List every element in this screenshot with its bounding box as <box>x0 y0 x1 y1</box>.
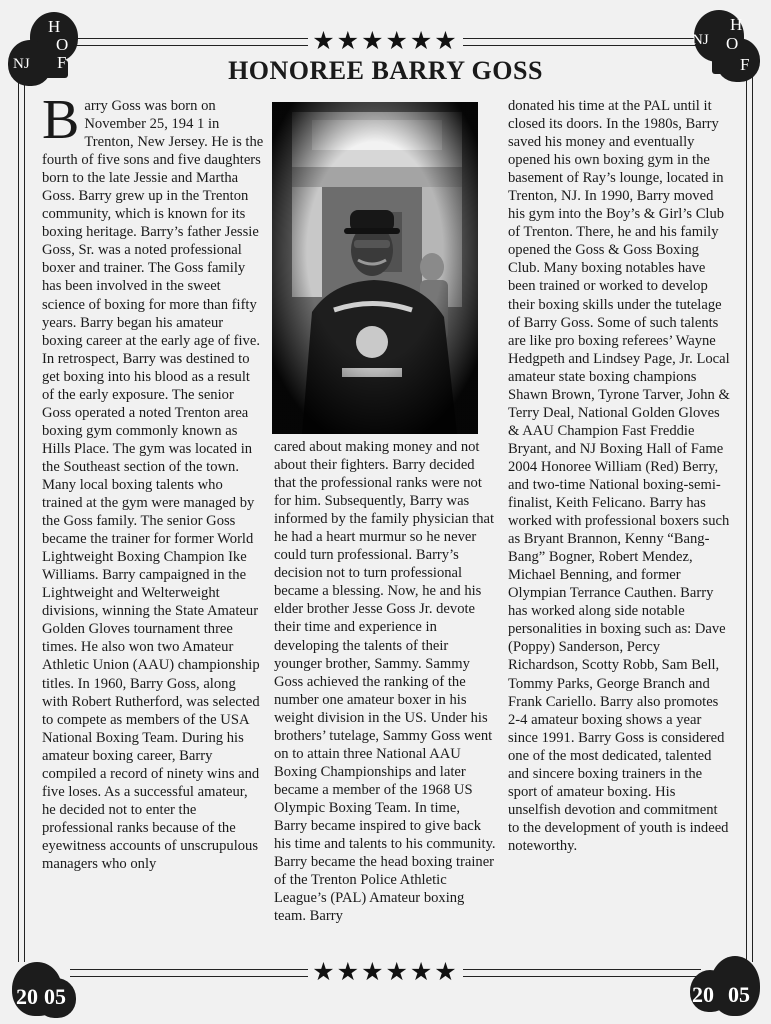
article-text: arry Goss was born on November 25, 194 1 in Trenton, New Jersey. He is the fourth of five sons and five daughters born to the late Jessie and Martha Goss. Barry grew up in the Trenton community, which is known for its boxing heritage. Barry’s father Jessie Goss, Sr. was a noted professional boxer and trainer. The Goss family has been involved in the sweet science of boxing for more than fifty years. Barry began his amateur boxing career at the early age of five. In retrospect, Barry was destined to get boxing into his blood as a result of the early exposure. The senior Goss operated a noted Trenton area boxing gym commonly known as Hills Place. The gym was located in the Southeast section of the town. Many local boxing talents who trained at the gym were managed by the Goss family. The senior Goss became the trainer for former World Lightweight Boxing Champion Ike Williams. Barry campaigned in the Lightweight and Welterweight divisions, winning the State Amateur Golden Gloves tournament three times. He also won two Amateur Athletic Union (AAU) championship titles. In 1960, Barry Goss, along with Robert Rutherford, was selected to compete as members of the USA National Boxing Team. During his amateur boxing career, Barry compiled a record of ninety wins and five loses. As a successful amateur, he decided not to enter the professional ranks because of the eyewitness accounts of unscrupulous managers who only <box>42 98 264 872</box>
article-column-3 <box>508 97 730 855</box>
article-column-1 <box>42 89 264 873</box>
left-border <box>18 62 25 962</box>
year-label: 20 <box>16 984 38 1009</box>
right-border <box>746 62 753 962</box>
bottom-stars: ★★★★★★ <box>0 959 771 985</box>
article-paragraph: donated his time at the PAL until it closed its doors. In the 1980s, Barry saved his money and eventually opened his own boxing gym in the basement of Ray’s lounge, located in Trenton, NJ. In 1990, Barry moved his gym into the Boy’s & Girl’s Club of Trenton. There, he and his family opened the Goss & Goss Boxing Club. Many boxing notables have been trained or worked to develop their boxing skills under the tutelage of Barry Goss. Some of such talents are like pro boxing referees’ Wayne Hedgpeth and Lindsey Page, Jr. Local amateur state boxing champions Shawn Brown, Tyrone Tarver, John & Terry Deal, National Golden Gloves & AAU Champion Fast Freddie Bryant, and NJ Boxing Hall of Fame 2004 Honoree William (Red) Berry, and two-time National boxing-semi-finalist, Keith Felicano. Barry has worked with professional boxers such as Bryant Brannon, Kenny “Bang-Bang” Bogner, Robert Mendez, Michael Benning, and former Olympian Terrance Cauthen. Barry has worked along side notable personalities in boxing such as: Dave (Poppy) Sanderson, Percy Richardson, Scotty Robb, Sam Bell, Tommy Parks, George Branch and Frank Cariello. Barry also promotes 2-4 amateur boxing shows a year since 1991. Barry Goss is considered one of the most dedicated, talented and sincere boxing trainers in the sport of amateur boxing. His unselfish devotion and commitment to the development of youth is indeed noteworthy. <box>508 98 730 854</box>
year-label: 05 <box>728 982 750 1007</box>
article-paragraph <box>42 89 264 873</box>
drop-cap: B <box>42 89 80 151</box>
article-column-2 <box>274 438 496 925</box>
logo-letter: H <box>48 17 61 36</box>
year-label: 20 <box>692 982 714 1007</box>
logo-letter: NJ <box>692 32 709 48</box>
top-stars: ★★★★★★ <box>0 28 771 54</box>
article-paragraph: cared about making money and not about their fighters. Barry decided that the professional ranks were not for him. Subsequently, Barry was informed by the family physician that he had a heart murmur so he never could turn professional. Barry’s decision not to turn professional became a blessing. Now, he and his elder brother Jesse Goss Jr. devote their time and experience in developing the talents of their younger brother, Sammy. Sammy Goss achieved the ranking of the number one amateur boxer in his weight division in the US. Under his brothers’ tutelage, Sammy Goss went on to attain three National AAU Boxing Championships and later became a member of the 1968 US Olympic Boxing Team. In time, Barry became inspired to give back his time and talents to his community. Barry became the head boxing trainer of the Trenton Police Athletic League’s (PAL) Amateur boxing team. Barry <box>274 439 496 925</box>
logo-letter: O <box>726 34 739 53</box>
logo-letter: O <box>56 35 69 54</box>
logo-letter: F <box>740 55 750 74</box>
logo-letter: F <box>57 53 67 72</box>
page-title: HONOREE BARRY GOSS <box>228 56 543 85</box>
logo-letter: H <box>730 15 743 34</box>
logo-letter: NJ <box>13 56 30 72</box>
portrait-photo <box>272 102 478 434</box>
year-label: 05 <box>44 984 66 1009</box>
